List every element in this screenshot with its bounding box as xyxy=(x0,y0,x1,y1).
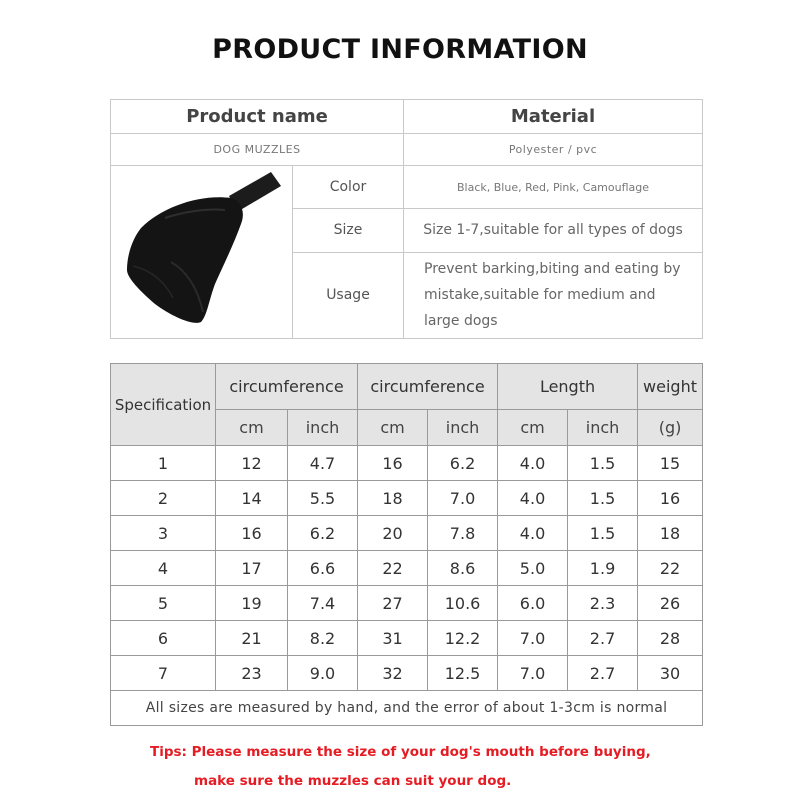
table-cell: 19 xyxy=(216,586,288,621)
specification-header: Specification xyxy=(111,364,216,446)
size-number-cell: 7 xyxy=(111,656,216,691)
table-cell: 26 xyxy=(638,586,703,621)
table-cell: 2.3 xyxy=(568,586,638,621)
product-info-table xyxy=(110,99,703,339)
measurement-footnote: All sizes are measured by hand, and the error of about 1-3cm is normal xyxy=(111,691,703,726)
table-cell: 28 xyxy=(638,621,703,656)
table-row xyxy=(111,621,703,656)
length-header: Length xyxy=(498,364,638,410)
size-number-cell: 2 xyxy=(111,481,216,516)
table-cell: 16 xyxy=(358,446,428,481)
table-cell: 16 xyxy=(638,481,703,516)
table-cell: 5.5 xyxy=(288,481,358,516)
material-header: Material xyxy=(404,100,703,134)
table-cell: 6.0 xyxy=(498,586,568,621)
table-cell: 6.2 xyxy=(288,516,358,551)
table-cell: 7.0 xyxy=(428,481,498,516)
table-cell: 4.0 xyxy=(498,481,568,516)
table-row xyxy=(111,446,703,481)
table-cell: 12 xyxy=(216,446,288,481)
table-cell: 10.6 xyxy=(428,586,498,621)
table-cell: 12.5 xyxy=(428,656,498,691)
unit-inch: inch xyxy=(288,410,358,446)
dog-muzzle-image xyxy=(111,166,293,334)
table-cell: 7.0 xyxy=(498,656,568,691)
table-row xyxy=(111,656,703,691)
table-cell: 8.6 xyxy=(428,551,498,586)
table-cell: 9.0 xyxy=(288,656,358,691)
unit-inch: inch xyxy=(428,410,498,446)
table-cell: 6.2 xyxy=(428,446,498,481)
product-name-value: DOG MUZZLES xyxy=(111,134,404,166)
unit-grams: (g) xyxy=(638,410,703,446)
table-cell: 31 xyxy=(358,621,428,656)
table-row xyxy=(111,516,703,551)
unit-cm: cm xyxy=(498,410,568,446)
table-cell: 2.7 xyxy=(568,621,638,656)
table-row xyxy=(111,586,703,621)
table-cell: 6.6 xyxy=(288,551,358,586)
circumference-header-2: circumference xyxy=(358,364,498,410)
table-cell: 18 xyxy=(358,481,428,516)
size-value: Size 1-7,suitable for all types of dogs xyxy=(404,209,703,252)
table-cell: 4.0 xyxy=(498,446,568,481)
table-cell: 22 xyxy=(358,551,428,586)
size-number-cell: 5 xyxy=(111,586,216,621)
material-value: Polyester / pvc xyxy=(404,134,703,166)
table-cell: 17 xyxy=(216,551,288,586)
table-cell: 15 xyxy=(638,446,703,481)
color-label: Color xyxy=(293,166,404,209)
tips-line-2: make sure the muzzles can suit your dog. xyxy=(194,773,512,789)
buying-tips xyxy=(150,738,651,796)
unit-cm: cm xyxy=(216,410,288,446)
usage-value: Prevent barking,biting and eating by mistake,suitable for medium and large dogs xyxy=(404,252,703,339)
table-cell: 1.5 xyxy=(568,481,638,516)
table-cell: 1.9 xyxy=(568,551,638,586)
unit-inch: inch xyxy=(568,410,638,446)
table-cell: 2.7 xyxy=(568,656,638,691)
product-name-header: Product name xyxy=(111,100,404,134)
table-cell: 23 xyxy=(216,656,288,691)
table-cell: 20 xyxy=(358,516,428,551)
table-row xyxy=(111,481,703,516)
tips-line-1: Tips: Please measure the size of your dog's mouth before buying, xyxy=(150,744,651,760)
unit-cm: cm xyxy=(358,410,428,446)
weight-header: weight xyxy=(638,364,703,410)
table-cell: 7.4 xyxy=(288,586,358,621)
circumference-header-1: circumference xyxy=(216,364,358,410)
table-cell: 12.2 xyxy=(428,621,498,656)
table-cell: 7.8 xyxy=(428,516,498,551)
product-image xyxy=(111,166,293,339)
table-cell: 30 xyxy=(638,656,703,691)
table-cell: 32 xyxy=(358,656,428,691)
table-cell: 4.0 xyxy=(498,516,568,551)
table-cell: 27 xyxy=(358,586,428,621)
table-cell: 21 xyxy=(216,621,288,656)
table-cell: 4.7 xyxy=(288,446,358,481)
size-number-cell: 4 xyxy=(111,551,216,586)
page-title: PRODUCT INFORMATION xyxy=(212,34,588,65)
size-number-cell: 3 xyxy=(111,516,216,551)
table-cell: 1.5 xyxy=(568,516,638,551)
size-specification-table xyxy=(110,363,703,726)
table-cell: 8.2 xyxy=(288,621,358,656)
size-number-cell: 6 xyxy=(111,621,216,656)
table-cell: 22 xyxy=(638,551,703,586)
usage-label: Usage xyxy=(293,252,404,339)
table-cell: 18 xyxy=(638,516,703,551)
table-cell: 16 xyxy=(216,516,288,551)
table-cell: 14 xyxy=(216,481,288,516)
table-cell: 5.0 xyxy=(498,551,568,586)
size-label: Size xyxy=(293,209,404,252)
table-cell: 1.5 xyxy=(568,446,638,481)
color-value: Black, Blue, Red, Pink, Camouflage xyxy=(404,166,703,209)
table-row xyxy=(111,551,703,586)
table-cell: 7.0 xyxy=(498,621,568,656)
size-number-cell: 1 xyxy=(111,446,216,481)
